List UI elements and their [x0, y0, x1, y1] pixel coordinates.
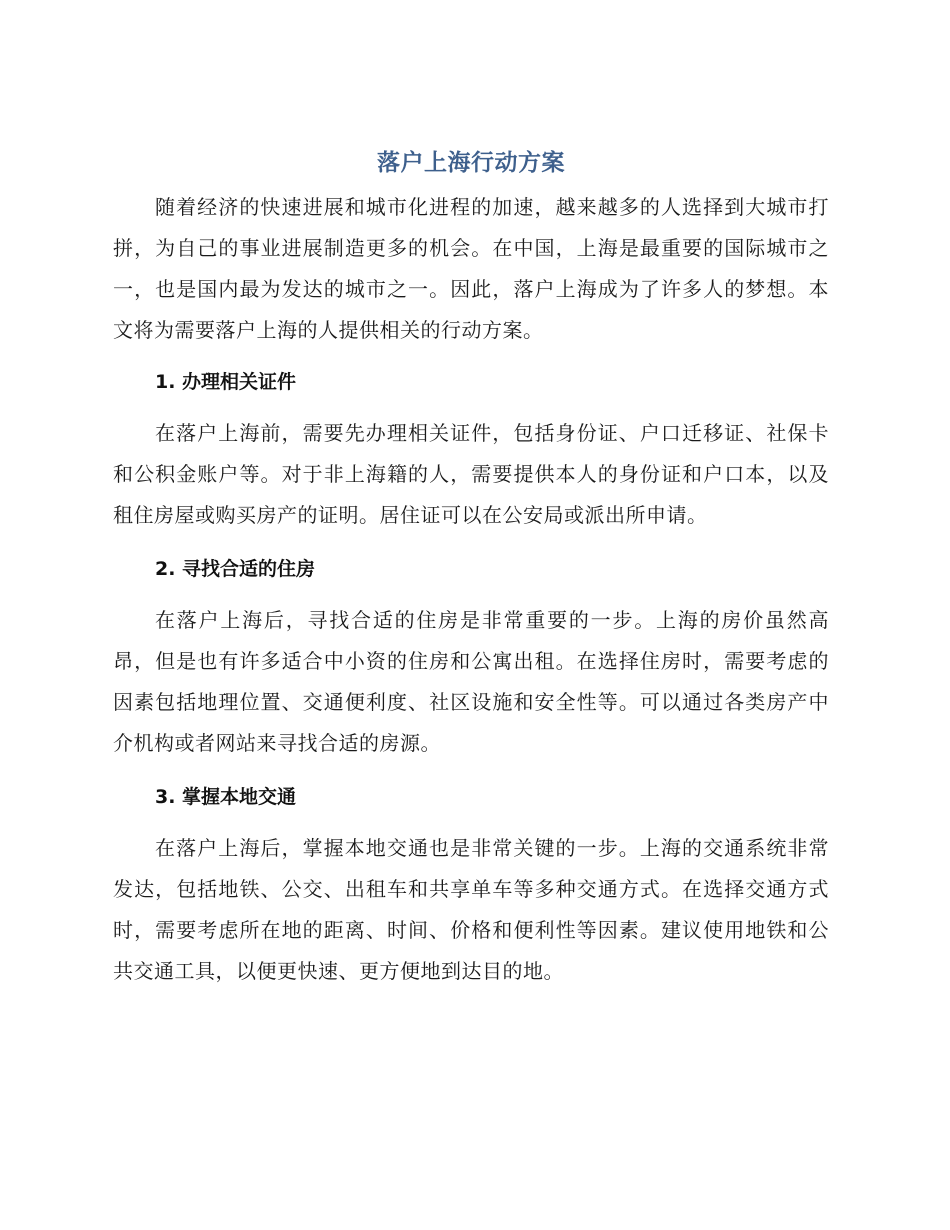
intro-paragraph: 随着经济的快速进展和城市化进程的加速，越来越多的人选择到大城市打拼，为自己的事业进展制造更多的机会。在中国，上海是最重要的国际城市之一，也是国内最为发达的城市之一。因此，落户上海成为了许多人的梦想。本文将为需要落户上海的人提供相关的行动方案。: [113, 195, 829, 342]
document-content: [113, 143, 829, 992]
document-title: 落户上海行动方案: [377, 150, 565, 176]
section-body-documents: 在落户上海前，需要先办理相关证件，包括身份证、户口迁移证、社保卡和公积金账户等。对于非上海籍的人，需要提供本人的身份证和户口本，以及租住房屋或购买房产的证明。居住证可以在公安局或派出所申请。: [113, 421, 829, 527]
section-heading-housing: 2. 寻找合适的住房: [155, 558, 316, 580]
section-body-transport: 在落户上海后，掌握本地交通也是非常关键的一步。上海的交通系统非常发达，包括地铁、公交、出租车和共享单车等多种交通方式。在选择交通方式时，需要考虑所在地的距离、时间、价格和便利性等因素。建议使用地铁和公共交通工具，以便更快速、更方便地到达目的地。: [113, 836, 829, 983]
section-body-housing: 在落户上海后，寻找合适的住房是非常重要的一步。上海的房价虽然高昂，但是也有许多适合中小资的住房和公寓出租。在选择住房时，需要考虑的因素包括地理位置、交通便利度、社区设施和安全性等。可以通过各类房产中介机构或者网站来寻找合适的房源。: [113, 608, 829, 755]
section-heading-documents: 1. 办理相关证件: [155, 371, 297, 393]
section-heading-transport: 3. 掌握本地交通: [155, 786, 297, 808]
